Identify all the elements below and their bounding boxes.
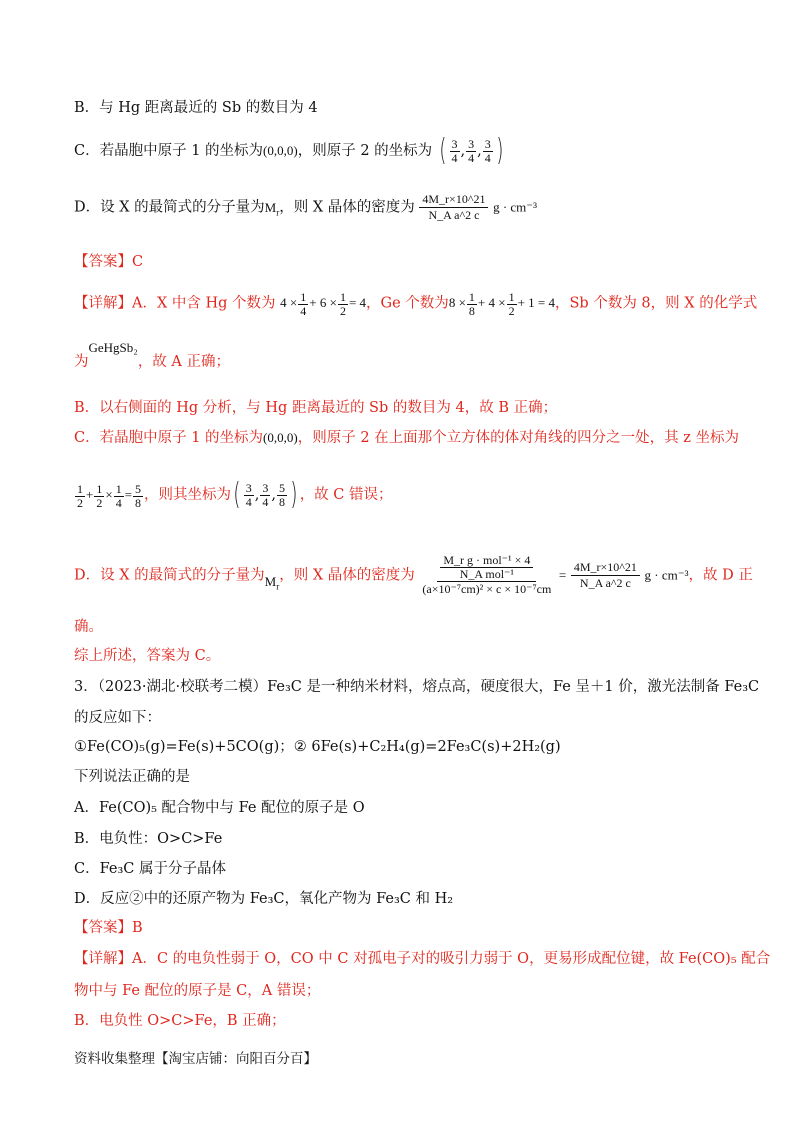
q3-option-c: C．Fe₃C 属于分子晶体 <box>74 861 226 877</box>
q3-stem-line2: 的反应如下： <box>74 710 161 726</box>
q3-stem-line1: 3．（2023·湖北·校联考二模）Fe₃C 是一种纳米材料，熔点高，硬度很大，Fe 呈＋1 价，激光法制备 Fe₃C <box>74 679 760 695</box>
explanation3-a-line2: 物中与 Fe 配位的原子是 C，A 错误； <box>74 983 321 999</box>
density-fraction: $\frac{4M\_r\times 10\^{}21}{\text{N\_A a\textasciicircum{}2 c}}$ <box>419 192 488 223</box>
option-c-line: C．若晶胞中原子 1 的坐标为(0,0,0)，则原子 2 的坐标为 ( $\frac{3}{4}$ , $\frac{3}{4}$ , $\frac{3}{4}$ ) <box>74 136 505 166</box>
explanation-b: B．以右侧面的 Hg 分析，与 Hg 距离最近的 Sb 的数目为 4，故 B 正确； <box>74 400 558 416</box>
explanation-c-line: C．若晶胞中原子 1 的坐标为(0,0,0)，则原子 2 在上面那个立方体的体对角线的四分之一处，其 z 坐标为 <box>74 430 740 446</box>
density-calc-fraction: M_r g · mol⁻¹ × 4 N_A mol⁻¹ (a×10⁻⁷cm)² × c × 10⁻⁷cm <box>422 553 552 596</box>
explanation-c-line2: $\frac{1}{2}$ + $\frac{1}{2}$ × $\frac{1}{4}$ = $\frac{5}{8}$ ，则其坐标为( $\frac{3}{4}$ , $\frac{3}{4}$ , $\frac{5}{8}$ ) ，故 C 错误； <box>74 480 393 510</box>
page-footer: 资料收集整理【淘宝店铺：向阳百分百】 <box>74 1051 317 1067</box>
explanation3-a-line1: 【详解】A．C 的电负性弱于 O，CO 中 C 对孤电子对的吸引力弱于 O，更易形成配位键，故 Fe(CO)₅ 配合 <box>74 951 771 967</box>
coord-expression: ( $\frac{3}{4}$ , $\frac{3}{4}$ , $\frac{3}{4}$ ) <box>439 133 504 168</box>
answer-3: 【答案】B <box>74 920 143 936</box>
explanation3-b: B．电负性 O>C>Fe，B 正确； <box>74 1013 286 1029</box>
q3-option-b: B．电负性：O>C>Fe <box>74 831 223 847</box>
ge-count-expr: 8 × $\frac{1}{8}$ + 4 × $\frac{1}{2}$ + 1 = 4 <box>448 290 555 318</box>
q3-reactions: ①Fe(CO)₅(g)=Fe(s)+5CO(g)；② 6Fe(s)+C₂H₄(g)=2Fe₃C(s)+2H₂(g) <box>74 739 561 755</box>
q3-prompt: 下列说法正确的是 <box>74 769 190 785</box>
explanation-d-line2: 确。 <box>74 619 103 635</box>
explanation-d-line: D．设 X 的最简式的分子量为$M_r$，则 X 晶体的密度为 M_r g · mol⁻¹ × 4 N_A mol⁻¹ (a×10⁻⁷cm)² × c × 10⁻⁷cm = $\frac{4M\_r\times 10\^{}21}{\text{N\_A a\textasciicircum{}2 c}}$ g · cm⁻³，故 D 正 <box>74 553 753 596</box>
explanation-a-line2: 为GeHgSb₂，故 A 正确； <box>74 340 231 370</box>
option-d-line: D．设 X 的最简式的分子量为$M_r$，则 X 晶体的密度为 $\frac{4M\_r\times 10\^{}21}{\text{N\_A a\textasciicircum{}2 c}}$ g · cm⁻³ <box>74 192 538 222</box>
q3-option-d: D．反应②中的还原产物为 Fe₃C，氧化产物为 Fe₃C 和 H₂ <box>74 891 454 907</box>
summary: 综上所述，答案为 C。 <box>74 648 221 664</box>
coord-result-expr: ( $\frac{3}{4}$ , $\frac{3}{4}$ , $\frac{5}{8}$ ) <box>233 477 298 512</box>
option-b-text: B．与 Hg 距离最近的 Sb 的数目为 4 <box>74 100 318 116</box>
q3-option-a: A．Fe(CO)₅ 配合物中与 Fe 配位的原子是 O <box>74 800 365 816</box>
explanation-a-line: 【详解】A．X 中含 Hg 个数为 4 × $\frac{1}{4}$ + 6 × $\frac{1}{2}$ = 4，Ge 个数为8 × $\frac{1}{8}$ + 4 × $\frac{1}{2}$ + 1 = 4，Sb 个数为 8，则 X 的化学式 <box>74 290 758 318</box>
hg-count-expr: 4 × $\frac{1}{4}$ + 6 × $\frac{1}{2}$ = 4 <box>280 290 367 318</box>
density-result-fraction: $\frac{4M\_r\times 10\^{}21}{\text{N\_A a\textasciicircum{}2 c}}$ <box>571 560 640 591</box>
answer-1: 【答案】C <box>74 254 144 270</box>
z-coord-expr: $\frac{1}{2}$ + $\frac{1}{2}$ × $\frac{1}{4}$ = $\frac{5}{8}$ <box>77 481 142 510</box>
